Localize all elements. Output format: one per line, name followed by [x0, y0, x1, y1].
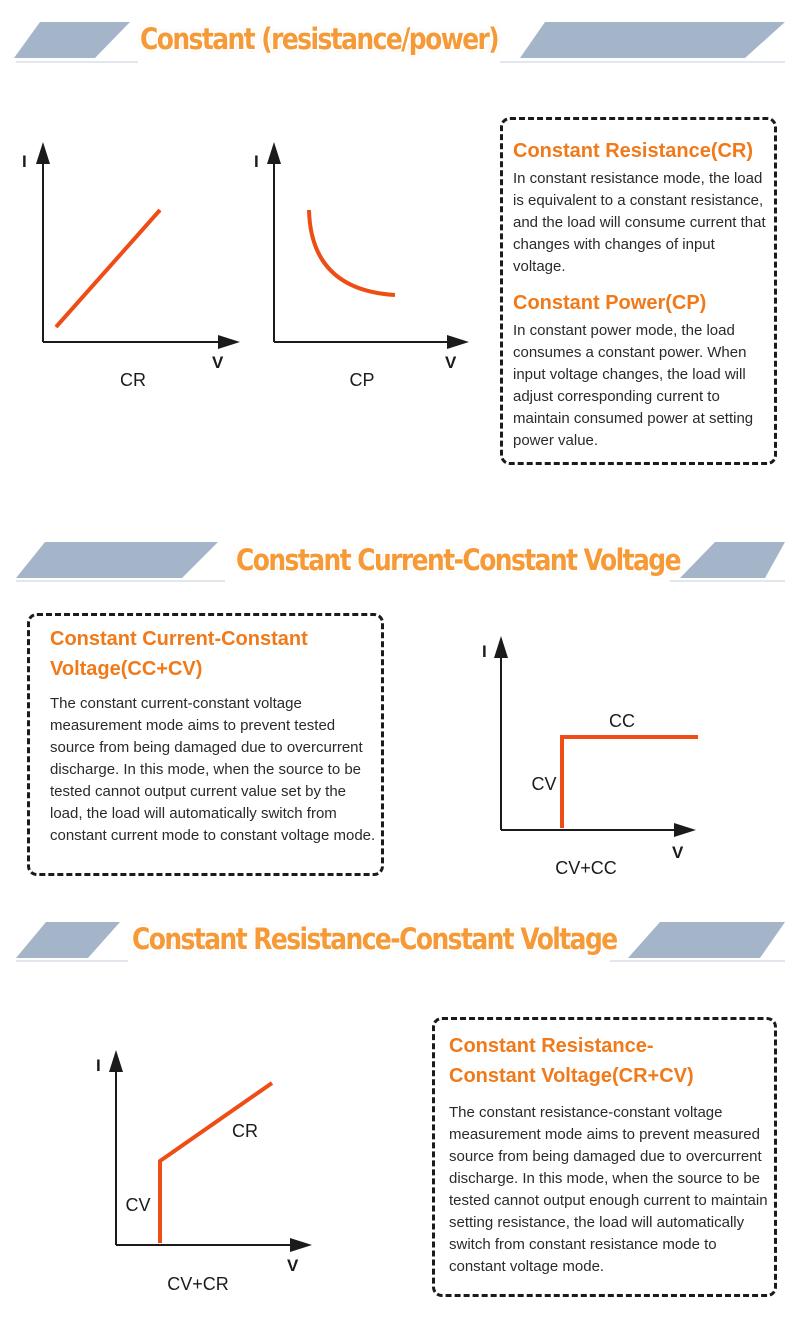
- banner-right-parallelogram: [680, 542, 785, 578]
- cr-description: In constant resistance mode, the load is equivalent to a constant resistance, and the load will consume current that changes with changes of input voltage.: [513, 170, 766, 275]
- x-axis-label: V: [445, 353, 457, 372]
- x-axis-label: V: [287, 1256, 299, 1275]
- cc-cv-heading-line-2: Voltage(CC+CV): [50, 658, 203, 680]
- section-title: Constant Current-Constant Voltage: [236, 543, 680, 577]
- y-axis-label: I: [254, 152, 259, 171]
- section-title: Constant Resistance-Constant Voltage: [132, 922, 617, 956]
- cr-cv-info-box: [432, 1017, 777, 1297]
- section-title: Constant (resistance/power): [140, 22, 499, 56]
- banner-left-parallelogram: [16, 542, 218, 578]
- cv-cr-graph: [85, 1040, 325, 1300]
- cc-cv-heading-line-1: Constant Current-Constant: [50, 628, 308, 650]
- x-axis-label: V: [672, 843, 684, 862]
- graph-caption: CR: [120, 370, 146, 390]
- banner-right-parallelogram: [520, 22, 785, 58]
- cp-description: In constant power mode, the load consumes a constant power. When input voltage changes, the load will adjust corresponding current to maintain consumed power at setting power value.: [513, 322, 754, 449]
- cr-heading: Constant Resistance(CR): [513, 140, 754, 162]
- cp-heading: Constant Power(CP): [513, 292, 707, 314]
- cr-cv-heading-line-1: Constant Resistance-: [449, 1035, 654, 1057]
- x-axis-arrow-icon: [447, 335, 469, 349]
- graph-caption: CV+CR: [167, 1274, 229, 1294]
- x-axis-label: V: [212, 353, 224, 372]
- cr-graph: [0, 130, 260, 410]
- y-axis-arrow-icon: [267, 142, 281, 164]
- cc-cv-info-box: [27, 613, 384, 876]
- y-axis-arrow-icon: [36, 142, 50, 164]
- cr-cv-description: The constant resistance-constant voltage measurement mode aims to prevent measured source from being damaged due to overcurrent discharge. In this mode, when the source to be tested cannot output enough current to maintain setting resistance, the load will automatically switch from constant resistance mode to constant voltage mode.: [449, 1104, 768, 1275]
- cv-label: CV: [125, 1195, 151, 1215]
- cr-cp-info-box: [500, 117, 777, 465]
- cv-label: CV: [531, 774, 557, 794]
- y-axis-arrow-icon: [494, 636, 508, 658]
- graph-caption: CP: [349, 370, 375, 390]
- cp-curve: [309, 210, 395, 295]
- banner-left-parallelogram: [16, 922, 120, 958]
- y-axis-arrow-icon: [109, 1050, 123, 1072]
- banner-left-parallelogram: [14, 22, 130, 58]
- x-axis-arrow-icon: [674, 823, 696, 837]
- graph-caption: CV+CC: [555, 858, 617, 878]
- cc-cv-description: The constant current-constant voltage measurement mode aims to prevent tested source from being damaged due to overcurrent discharge. In this mode, when the source to be tested cannot output current value set by the load, the load will automatically switch from constant current mode to constant voltage mode.: [50, 695, 376, 844]
- cc-label: CC: [609, 711, 635, 731]
- cr-line: [56, 210, 160, 327]
- banner-right-parallelogram: [628, 922, 785, 958]
- cv-cc-curve: [562, 737, 698, 828]
- cp-graph: [235, 130, 480, 410]
- y-axis-label: I: [482, 642, 487, 661]
- cv-cr-curve: [160, 1083, 272, 1243]
- y-axis-label: I: [22, 152, 27, 171]
- y-axis-label: I: [96, 1056, 101, 1075]
- cr-cv-heading-line-2: Constant Voltage(CR+CV): [449, 1065, 694, 1087]
- cv-cc-graph: [470, 628, 710, 888]
- cr-label: CR: [232, 1121, 258, 1141]
- x-axis-arrow-icon: [290, 1238, 312, 1252]
